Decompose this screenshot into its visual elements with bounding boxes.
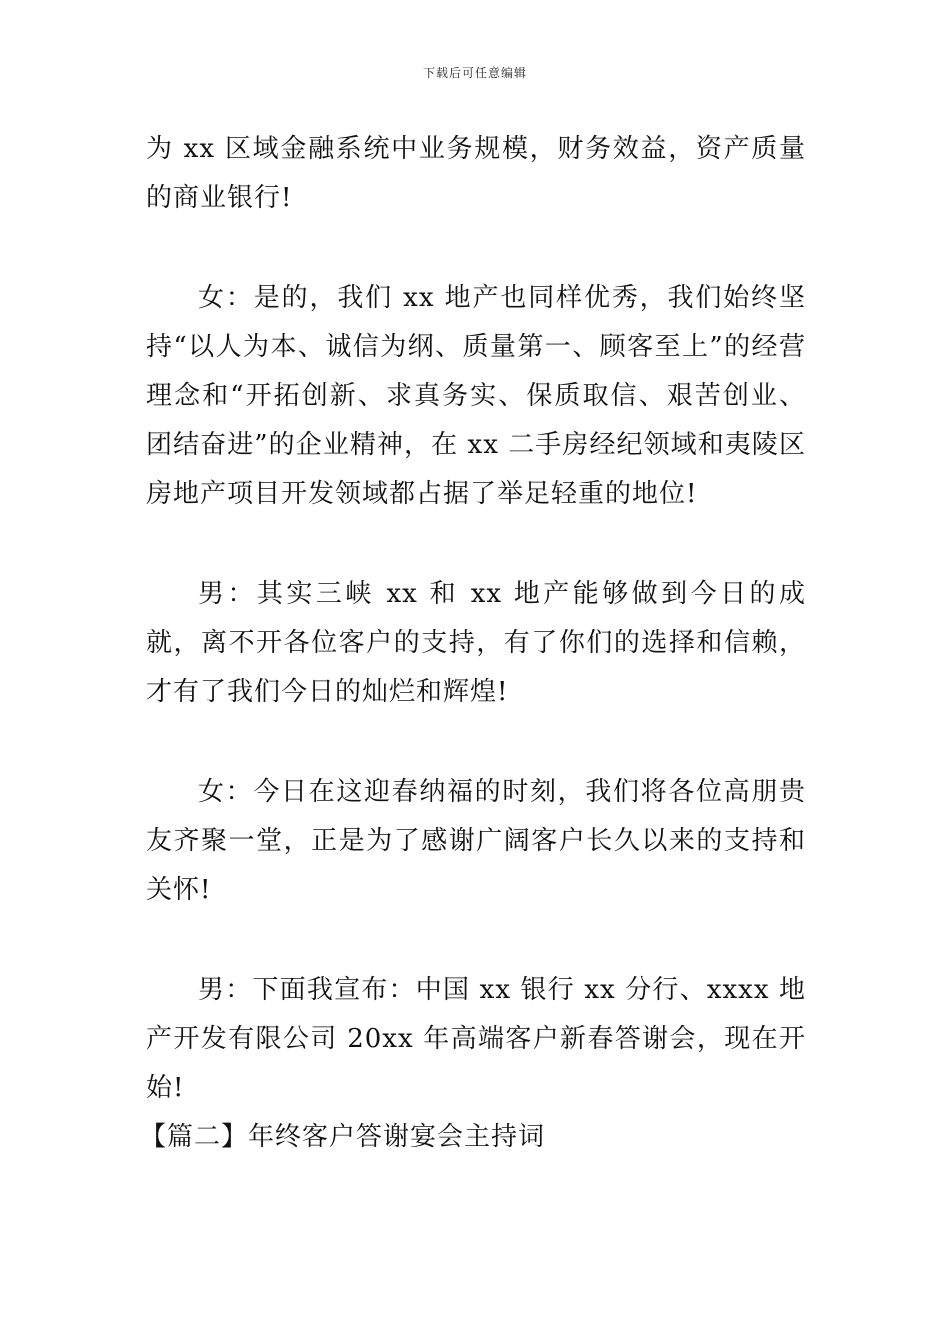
paragraph-spacer — [146, 717, 806, 768]
paragraph-spacer — [146, 915, 806, 966]
page-header: 下载后可任意编辑 — [422, 66, 527, 80]
paragraph-female-host-1: 女：是的，我们 xx 地产也同样优秀，我们始终坚持“以人为本、诚信为纲、质量第一、顾客至上”的经营理念和“开拓创新、求真务实、保质取信、艰苦创业、团结奋进”的企业精神，在 xx 二手房经纪领域和夷陵区房地产项目开发领域都占据了举足轻重的地位! — [146, 283, 806, 509]
section-heading: 【篇二】年终客户答谢宴会主持词 — [140, 1122, 546, 1152]
document-body — [140, 125, 806, 1162]
paragraph-male-host-2: 男：下面我宣布：中国 xx 银行 xx 分行、xxxx 地产开发有限公司 20xx 年高端客户新春答谢会，现在开始! — [146, 975, 806, 1103]
paragraph-female-host-2: 女：今日在这迎春纳福的时刻，我们将各位高朋贵友齐聚一堂，正是为了感谢广阔客户长久以来的支持和关怀! — [146, 777, 806, 905]
paragraph-male-host-1: 男：其实三峡 xx 和 xx 地产能够做到今日的成就，离不开各位客户的支持，有了你们的选择和信赖，才有了我们今日的灿烂和辉煌! — [146, 579, 806, 707]
paragraph-continuation: 为 xx 区域金融系统中业务规模，财务效益，资产质量的商业银行! — [146, 134, 806, 213]
paragraph-spacer — [146, 519, 806, 570]
paragraph-spacer — [146, 223, 806, 274]
